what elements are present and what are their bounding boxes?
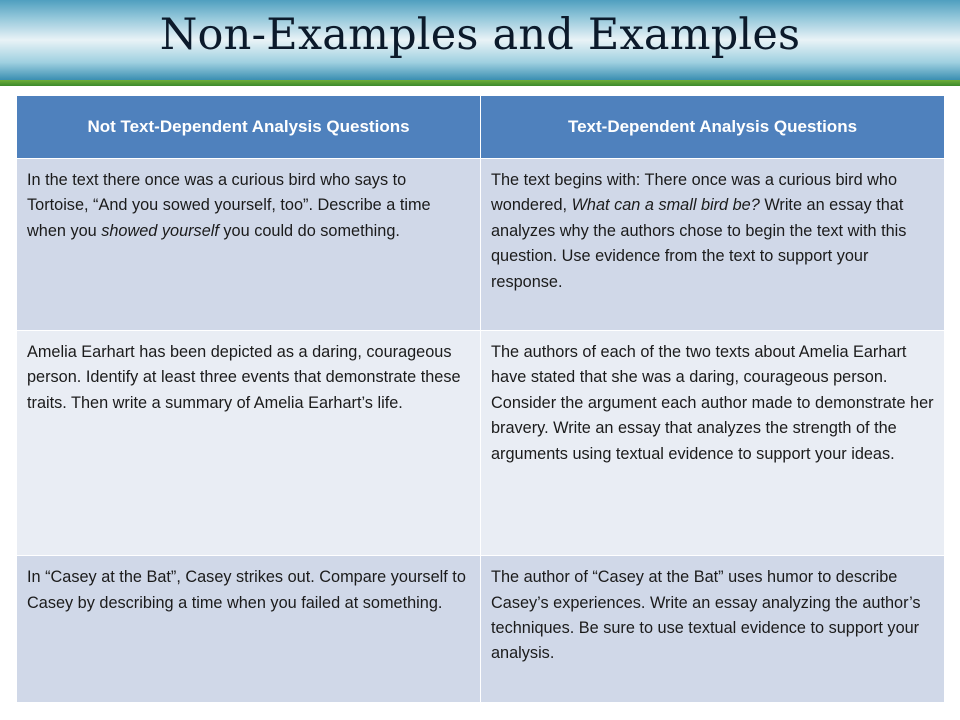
cell-text: you could do something. [218,221,400,240]
cell-text-italic: showed yourself [101,221,219,240]
non-example-cell [17,330,481,555]
cell-text: In “Casey at the Bat”, Casey strikes out. Compare yourself to Casey by describing a time when you failed at something. [27,568,466,612]
column-header-examples: Text-Dependent Analysis Questions [481,96,945,159]
example-cell [481,159,945,331]
questions-table [16,95,945,703]
cell-text-italic: What can a small bird be? [571,196,760,215]
table-row [17,159,945,331]
table-row [17,556,945,703]
non-example-cell [17,159,481,331]
example-cell [481,330,945,555]
cell-text: The authors of each of the two texts about Amelia Earhart have stated that she was a daring, courageous person. Consider the argument each author made to demonstrate her bravery. Write an essay that analyzes the strength of the arguments using textual evidence to support your ideas. [491,342,934,463]
cell-text: The text begins with: There once was a curious bird who wondered, [491,171,898,215]
slide-title: Non-Examples and Examples [159,10,801,60]
non-example-cell [17,556,481,703]
title-underline [0,80,960,86]
cell-text: Amelia Earhart has been depicted as a daring, courageous person. Identify at least three events that demonstrate these traits. Then write a summary of Amelia Earhart’s life. [27,342,461,412]
cell-text: Write an essay that analyzes why the authors chose to begin the text with this question. Use evidence from the text to support your response. [491,196,907,291]
table-header-row [17,96,945,159]
example-cell [481,556,945,703]
cell-text: The author of “Casey at the Bat” uses humor to describe Casey’s experiences. Write an essay analyzing the author’s techniques. Be sure to use textual evidence to support your analysis. [491,568,921,663]
cell-text: In the text there once was a curious bird who says to Tortoise, “And you sowed yourself, too”. Describe a time when you [27,171,431,240]
table-row [17,330,945,555]
column-header-non-examples: Not Text-Dependent Analysis Questions [17,96,481,159]
